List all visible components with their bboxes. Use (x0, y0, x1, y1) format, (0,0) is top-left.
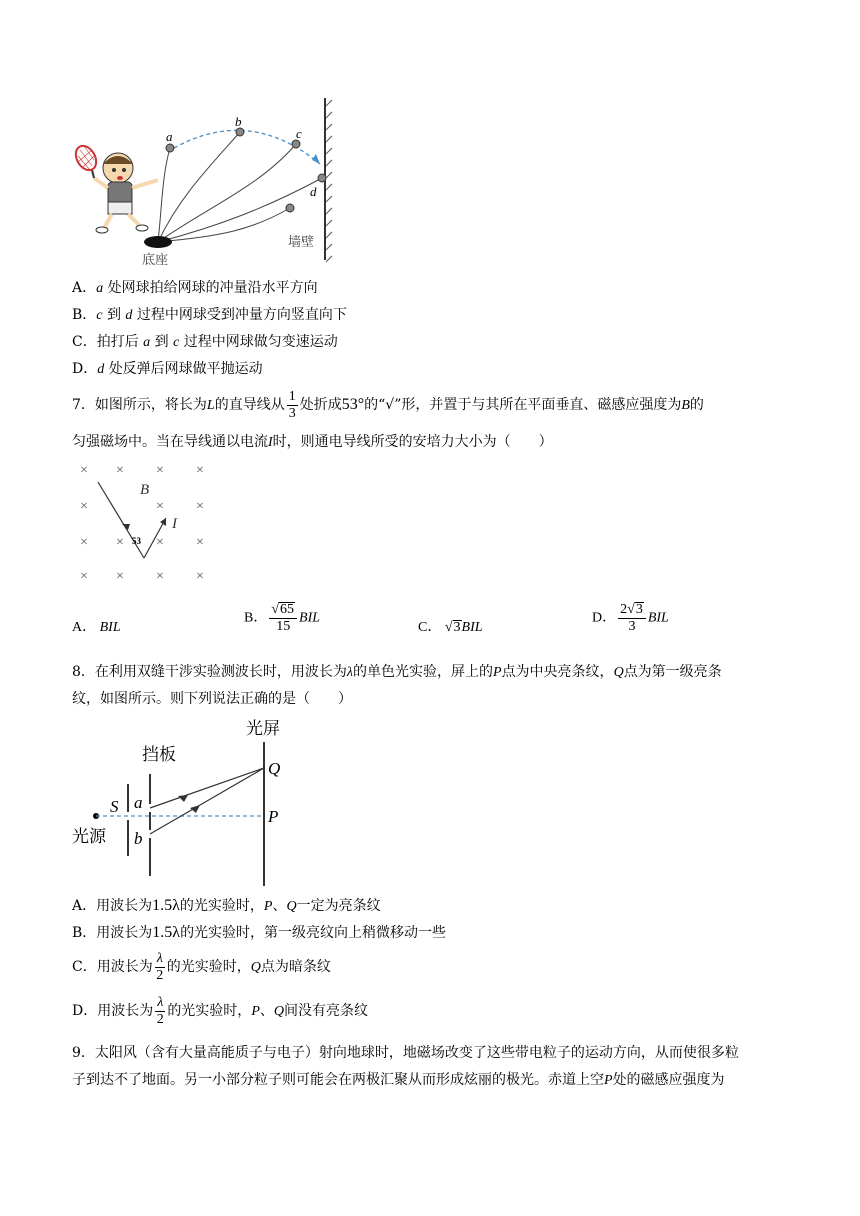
svg-text:53: 53 (132, 536, 141, 546)
svg-text:×: × (116, 535, 124, 550)
svg-text:×: × (116, 463, 124, 478)
q6-option-a: A．a 处网球拍给网球的冲量沿水平方向 (72, 280, 318, 296)
label-b: b (235, 114, 242, 129)
label-a: a (166, 129, 173, 144)
q9-stem-line2: 子到达不了地面。另一小部分粒子则可能会在两极汇聚从而形成炫丽的极光。赤道上空P处的磁感应强度为 (72, 1072, 725, 1088)
svg-text:×: × (196, 535, 204, 550)
q7-stem-line2: 匀强磁场中。当在导线通以电流I时，则通电导线所受的安培力大小为（ ） (72, 434, 553, 450)
svg-text:×: × (80, 499, 88, 514)
wall-label: 墙壁 (288, 234, 315, 249)
svg-text:P: P (268, 807, 279, 826)
q8-option-d: D．用波长为 $\frac{\lambda}{2}$ 的光实验时，P、Q间没有亮条纹 (72, 994, 368, 1027)
svg-text:×: × (156, 535, 164, 550)
svg-text:光屏: 光屏 (246, 719, 280, 738)
svg-text:×: × (80, 463, 88, 478)
q7-stem-line1: 7．如图所示，将长为L的直导线从 $\frac{1}{3}$ 处折成53°的“√”形，并置于与其所在平面垂直、磁感应强度为B的 (72, 388, 704, 421)
svg-text:a: a (134, 793, 143, 812)
q6-option-b: B．c 到 d 过程中网球受到冲量方向竖直向下 (72, 307, 347, 323)
q7-option-a: A． BIL (72, 620, 121, 635)
label-d: d (310, 184, 317, 199)
q6-option-d: D．d 处反弹后网球做平抛运动 (72, 361, 263, 377)
q7-option-b: B． $\frac{√65}{15}$ BIL (244, 602, 321, 634)
q8-stem-line1: 8．在利用双缝干涉实验测波长时，用波长为λ的单色光实验，屏上的P点为中央亮条纹，Q点为第一级亮条 (72, 664, 722, 680)
label-c: c (296, 126, 302, 141)
svg-text:b: b (134, 829, 143, 848)
boy-illustration (72, 142, 158, 233)
svg-text:×: × (196, 499, 204, 514)
q8-figure (70, 716, 300, 888)
svg-text:I: I (172, 516, 177, 532)
svg-text:B: B (140, 482, 150, 498)
svg-text:×: × (80, 535, 88, 550)
svg-text:×: × (196, 463, 204, 478)
q7-figure (70, 458, 220, 588)
svg-text:挡板: 挡板 (142, 745, 176, 764)
svg-text:×: × (156, 463, 164, 478)
svg-text:×: × (80, 569, 88, 584)
q7-option-d: D． $\frac{2√3}{3}$ BIL (592, 602, 669, 634)
q8-stem-line2: 纹，如图所示。则下列说法正确的是（ ） (72, 691, 352, 707)
svg-text:×: × (196, 569, 204, 584)
base-label: 底座 (142, 252, 169, 267)
q7-option-c: C． √3BIL (418, 620, 483, 635)
q8-option-a: A．用波长为1.5λ的光实验时，P、Q一定为亮条纹 (72, 897, 381, 914)
q9-stem-line1: 9．太阳风（含有大量高能质子与电子）射向地球时，地磁场改变了这些带电粒子的运动方向，从而使很多粒 (72, 1045, 739, 1061)
svg-text:×: × (116, 569, 124, 584)
svg-text:×: × (156, 569, 164, 584)
q6-option-c: C．拍打后 a 到 c 过程中网球做匀变速运动 (72, 334, 338, 350)
q8-option-b: B．用波长为1.5λ的光实验时，第一级亮纹向上稍微移动一些 (72, 924, 447, 941)
tennis-figure (70, 96, 340, 268)
svg-text:×: × (156, 499, 164, 514)
svg-text:光源: 光源 (72, 827, 106, 846)
q8-option-c: C．用波长为 $\frac{\lambda}{2}$ 的光实验时，Q点为暗条纹 (72, 950, 331, 983)
svg-text:S: S (110, 797, 119, 816)
svg-text:Q: Q (268, 759, 281, 778)
